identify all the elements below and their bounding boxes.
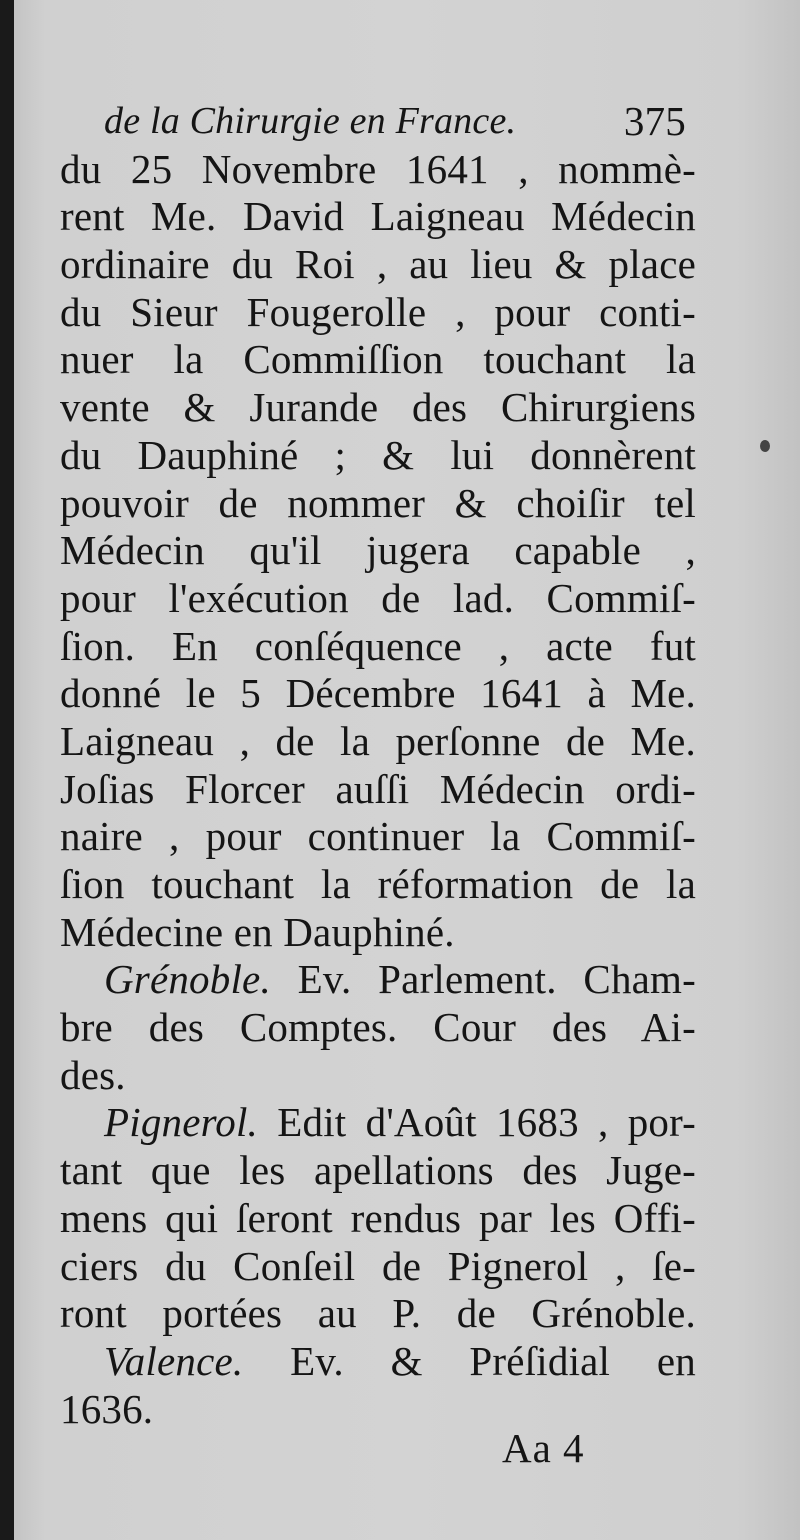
text-line: nuer la Commiſſion touchant la [60, 336, 696, 383]
text-line: 1636. [60, 1385, 154, 1432]
pignerol-entry-line [60, 1099, 696, 1147]
valence-entry-text: Ev. & Préſidial en [290, 1337, 696, 1384]
text-line: ſion touchant la réformation de la [60, 861, 696, 907]
text-line: donné le 5 Décembre 1641 à Me. [60, 670, 696, 717]
text-line: pouvoir de nommer & choiſir tel [60, 479, 696, 526]
place-name-valence: Valence. [104, 1337, 244, 1384]
grenoble-entry-text: Ev. Parlement. Cham- [297, 956, 696, 1003]
text-line: bre des Comptes. Cour des Ai- [60, 1004, 696, 1051]
text-line: Joſias Florcer auſſi Médecin ordi- [60, 765, 696, 812]
text-line: ordinaire du Roi , au lieu & place [60, 241, 696, 288]
text-line: pour l'exécution de lad. Commiſ- [60, 574, 696, 621]
text-line: Médecin qu'il jugera capable , [60, 527, 696, 574]
running-head-title: de la Chirurgie en France. [104, 100, 517, 142]
place-name-pignerol: Pignerol. [104, 1099, 259, 1146]
running-head [60, 98, 696, 146]
text-line: rent Me. David Laigneau Médecin [60, 193, 696, 240]
text-line: ront portées au P. de Grénoble. [60, 1290, 696, 1337]
text-line: du Sieur Fougerolle , pour conti- [60, 288, 696, 335]
text-line: Médecine en Dauphiné. [60, 908, 455, 955]
book-page [14, 0, 800, 1540]
text-line: vente & Jurande des Chirurgiens [60, 384, 696, 431]
text-line: du 25 Novembre 1641 , nommè- [60, 145, 696, 192]
page-text [60, 98, 696, 1433]
text-line: tant que les apellations des Juge- [60, 1147, 696, 1194]
ink-speck [760, 440, 770, 452]
text-line: du Dauphiné ; & lui donnèrent [60, 431, 696, 478]
grenoble-entry-line [60, 956, 696, 1004]
pignerol-entry-text: Edit d'Août 1683 , por- [277, 1099, 696, 1146]
text-line: ſion. En conſéquence , acte fut [60, 622, 696, 669]
text-line: ciers du Conſeil de Pignerol , ſe- [60, 1242, 696, 1289]
catchword-signature: Aa 4 [502, 1425, 585, 1471]
page-number: 375 [623, 98, 686, 144]
text-line: mens qui ſeront rendus par les Offi- [60, 1194, 696, 1241]
text-line: Laigneau , de la perſonne de Me. [60, 717, 696, 764]
place-name-grenoble: Grénoble. [104, 956, 271, 1003]
text-line: des. [60, 1051, 126, 1098]
text-line: naire , pour continuer la Commiſ- [60, 813, 696, 860]
valence-entry-line [60, 1338, 696, 1386]
